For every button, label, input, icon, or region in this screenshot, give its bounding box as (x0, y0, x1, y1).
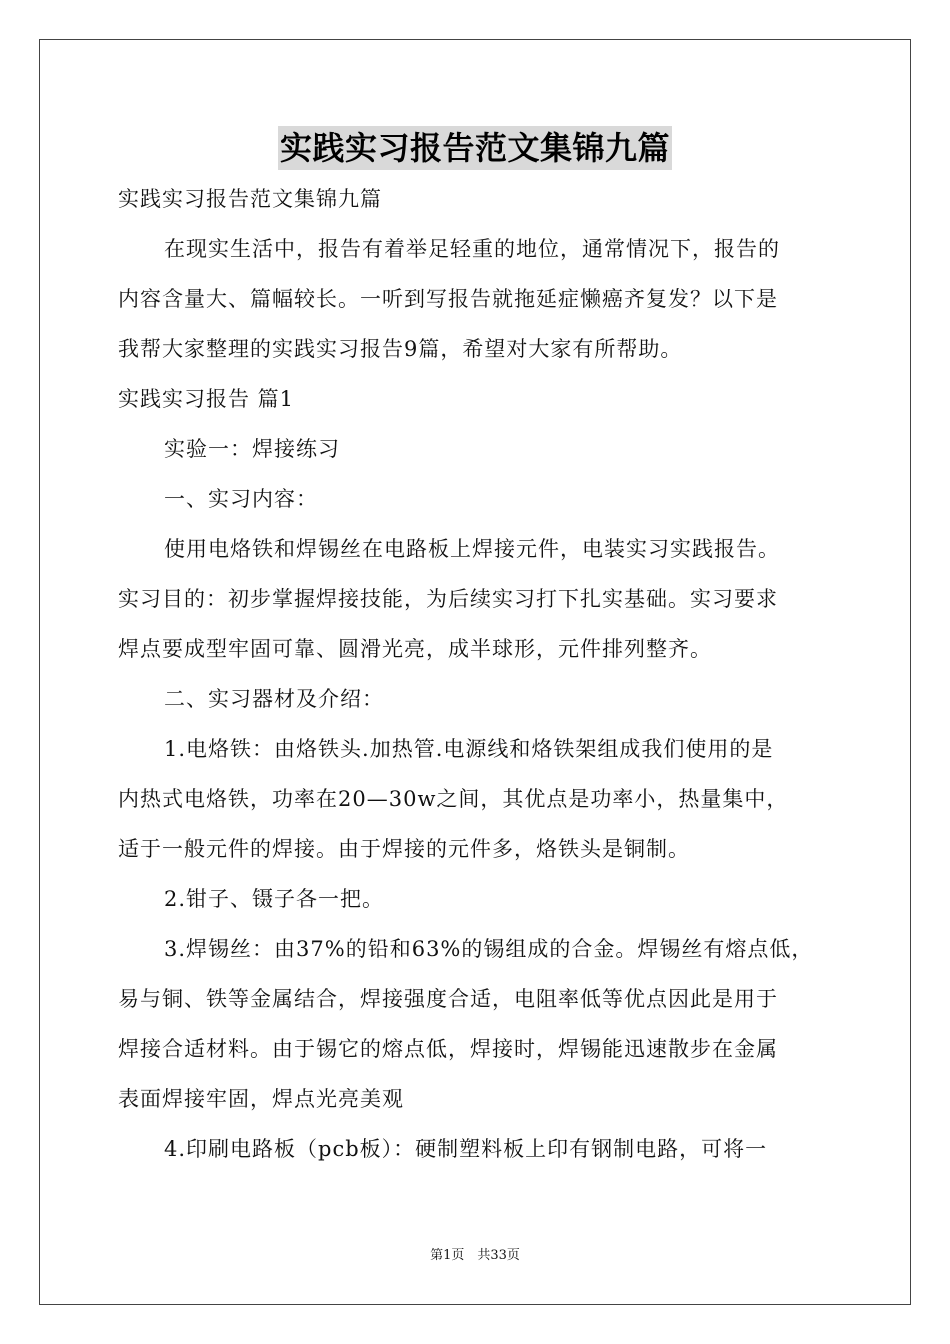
text-line: 易与铜、铁等金属结合，焊接强度合适，电阻率低等优点因此是用于 (118, 987, 778, 1011)
document-body (118, 180, 834, 1180)
text-line: 实习目的：初步掌握焊接技能，为后续实习打下扎实基础。实习要求 (118, 587, 778, 611)
document-title: 实践实习报告范文集锦九篇 (278, 126, 672, 170)
text-line: 内容含量大、篇幅较长。一听到写报告就拖延症懒癌齐复发？以下是 (118, 287, 778, 311)
text-line: 3.焊锡丝：由37%的铅和63%的锡组成的合金。焊锡丝有熔点低， (164, 937, 814, 961)
text-line: 实践实习报告范文集锦九篇 (118, 187, 382, 211)
text-line: 表面焊接牢固，焊点光亮美观 (118, 1087, 404, 1111)
text-line: 焊接合适材料。由于锡它的熔点低，焊接时，焊锡能迅速散步在金属 (118, 1037, 778, 1061)
text-line: 1.电烙铁：由烙铁头.加热管.电源线和烙铁架组成我们使用的是 (164, 737, 774, 761)
text-line: 4.印刷电路板（pcb板）：硬制塑料板上印有钢制电路，可将一 (164, 1137, 768, 1161)
text-line: 二、实习器材及介绍： (164, 687, 384, 711)
text-line: 焊点要成型牢固可靠、圆滑光亮，成半球形，元件排列整齐。 (118, 637, 712, 661)
text-line: 实验一：焊接练习 (164, 437, 340, 461)
page-footer: 第1页 共33页 (430, 1248, 520, 1263)
text-line: 实践实习报告 篇1 (118, 387, 295, 411)
text-line: 在现实生活中，报告有着举足轻重的地位，通常情况下，报告的 (164, 237, 780, 261)
text-line: 2.钳子、镊子各一把。 (164, 887, 385, 911)
text-line: 适于一般元件的焊接。由于焊接的元件多，烙铁头是铜制。 (118, 837, 690, 861)
text-line: 一、实习内容： (164, 487, 318, 511)
text-line: 使用电烙铁和焊锡丝在电路板上焊接元件，电装实习实践报告。 (164, 537, 780, 561)
title-container (0, 126, 950, 170)
text-line: 内热式电烙铁，功率在20—30w之间，其优点是功率小，热量集中， (118, 787, 789, 811)
text-line: 我帮大家整理的实践实习报告9篇，希望对大家有所帮助。 (118, 337, 683, 361)
